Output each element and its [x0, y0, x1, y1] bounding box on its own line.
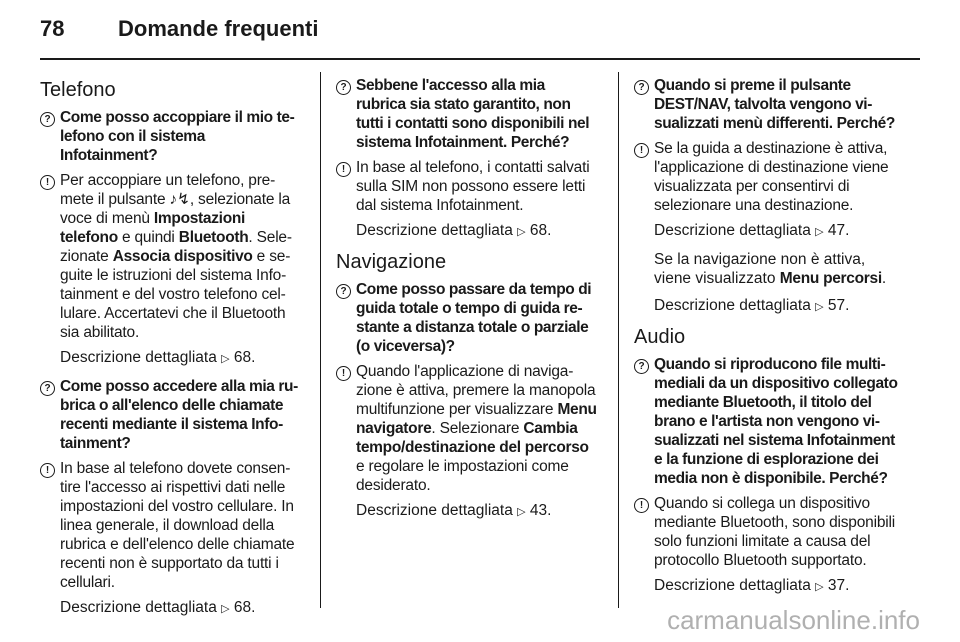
question: ? Come posso accedere alla mia rubrica o all'elenco delle chiamate recenti mediante il sistema Infotainment? [40, 377, 302, 453]
column-divider [320, 72, 321, 608]
question-icon: ? [40, 112, 55, 127]
answer: ! In base al telefono, i contatti salvati sulla SIM non possono essere letti dal sistema Infotainment. [336, 158, 598, 215]
arrow-icon: ▷ [221, 603, 230, 615]
question: ? Come posso accoppiare il mio telefono con il sistema Infotainment? [40, 108, 302, 165]
question: ? Come posso passare da tempo di guida totale o tempo di guida restante a distanza totale o parziale (o viceversa)? [336, 280, 598, 356]
arrow-icon: ▷ [517, 226, 526, 238]
header-rule [40, 58, 920, 60]
column-right [634, 72, 902, 605]
question-icon: ? [634, 80, 649, 95]
page-number: 78 [40, 16, 65, 41]
answer: ! Quando si collega un dispositivo mediante Bluetooth, sono disponibili solo funzioni limitate a causa del protocollo Bluetooth supportato. [634, 494, 902, 570]
watermark: carmanualsonline.info [667, 605, 920, 635]
section-title-telefono: Telefono [40, 79, 116, 101]
question-icon: ? [336, 80, 351, 95]
column-middle [336, 72, 598, 530]
cross-reference: Descrizione dettagliata ▷ 43. [356, 502, 552, 519]
arrow-icon: ▷ [517, 506, 526, 518]
answer-continued: Se la navigazione non è attiva, viene visualizzato Menu percorsi. [654, 251, 887, 287]
cross-reference: Descrizione dettagliata ▷ 37. [654, 577, 850, 594]
question: ? Sebbene l'accesso alla mia rubrica sia stato garantito, non tutti i contatti sono disponibili nel sistema Infotainment. Perché? [336, 76, 598, 152]
answer: ! Se la guida a destinazione è attiva, l'applicazione di destinazione viene visualizzata per consentirvi di selezionare una destinazione. [634, 139, 902, 215]
column-telefono [40, 72, 302, 627]
cross-reference: Descrizione dettagliata ▷ 68. [60, 599, 256, 616]
cross-reference: Descrizione dettagliata ▷ 47. [654, 222, 850, 239]
question-icon: ? [336, 284, 351, 299]
question-icon: ? [634, 359, 649, 374]
page-header [40, 16, 318, 50]
cross-reference: Descrizione dettagliata ▷ 57. [654, 297, 850, 314]
arrow-icon: ▷ [815, 226, 824, 238]
exclamation-icon: ! [40, 463, 55, 478]
exclamation-icon: ! [336, 162, 351, 177]
phone-button-icon: ♪↯ [169, 191, 190, 208]
exclamation-icon: ! [634, 498, 649, 513]
chapter-title: Domande frequenti [118, 16, 319, 41]
answer: ! Quando l'applicazione di navigazione è attiva, premere la manopola multifunzione per visualizzare Menu navigatore. Selezionare Cambia tempo/destinazione del percorso e regolare le impostazioni come desiderato. [336, 362, 598, 495]
arrow-icon: ▷ [815, 581, 824, 593]
question: ? Quando si riproducono file multimediali da un dispositivo collegato mediante Bluetooth, il titolo del brano e l'artista non vengono visualizzati nel sistema Infotainment e la funzione di esplorazione dei media non è disponibile. Perché? [634, 355, 902, 488]
arrow-icon: ▷ [815, 301, 824, 313]
answer: ! In base al telefono dovete consentire l'accesso ai rispettivi dati nelle impostazioni del vostro cellulare. In linea generale, il download della rubrica e dell'elenco delle chiamate recenti non è supportato da tutti i cellulari. [40, 459, 302, 592]
column-divider [618, 72, 619, 608]
section-title-audio: Audio [634, 326, 686, 348]
cross-reference: Descrizione dettagliata ▷ 68. [60, 349, 256, 366]
exclamation-icon: ! [634, 143, 649, 158]
answer: ! Per accoppiare un telefono, premete il pulsante ♪↯, selezionate la voce di menù Impostazioni telefono e quindi Bluetooth. Selezionate Associa dispositivo e seguite le istruzioni del sistema Infotainment e del vostro telefono cellulare. Accertatevi che il Bluetooth sia abilitato. [40, 171, 302, 342]
question: ? Quando si preme il pulsante DEST/NAV, talvolta vengono visualizzati menù differenti. Perché? [634, 76, 902, 133]
question-icon: ? [40, 381, 55, 396]
exclamation-icon: ! [40, 175, 55, 190]
section-title-navigazione: Navigazione [336, 251, 447, 273]
exclamation-icon: ! [336, 366, 351, 381]
arrow-icon: ▷ [221, 353, 230, 365]
cross-reference: Descrizione dettagliata ▷ 68. [356, 222, 552, 239]
